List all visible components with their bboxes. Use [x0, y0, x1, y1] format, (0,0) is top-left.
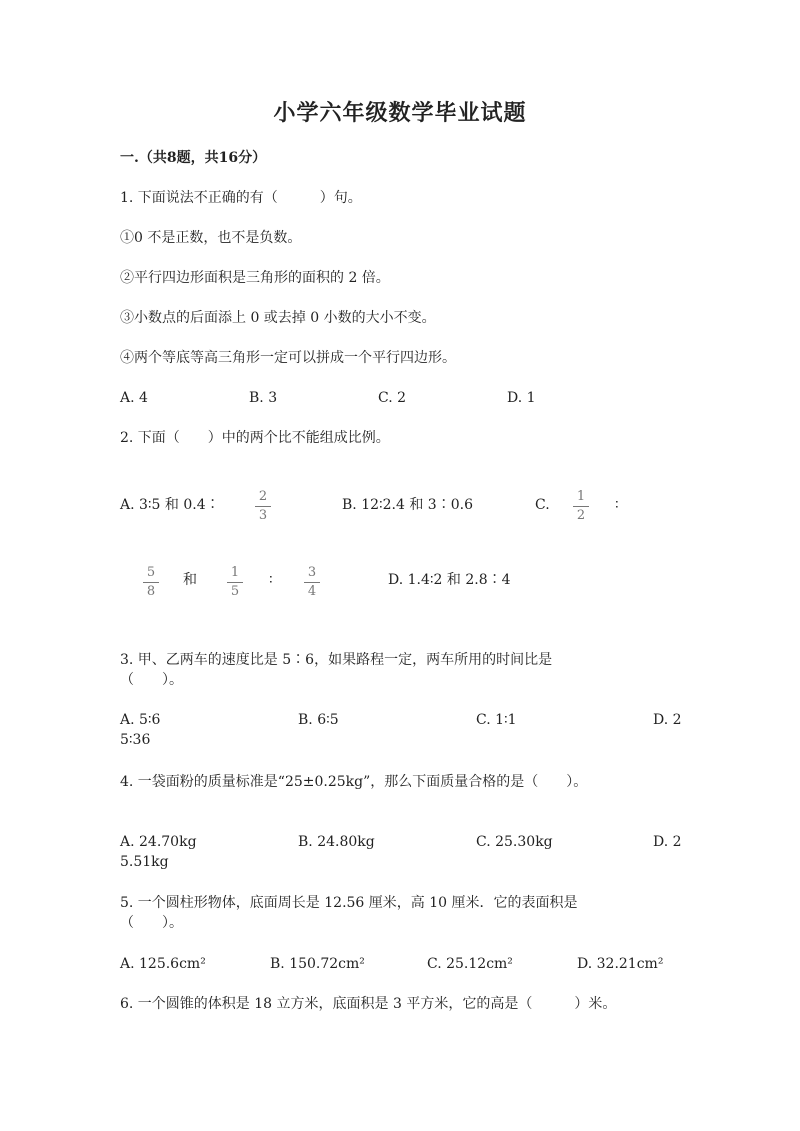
q2-option-a-fraction	[253, 489, 273, 524]
section-heading: 一.（共8题，共16分）	[120, 150, 267, 166]
fraction-denominator: 3	[258, 508, 268, 523]
fraction-denominator: 8	[146, 584, 156, 599]
q4-option-a[interactable]: A. 24.70kg	[120, 834, 197, 850]
fraction-bar	[255, 506, 271, 507]
q2-option-c-fraction-3	[225, 565, 245, 600]
q1-option-b[interactable]: B. 3	[249, 390, 278, 406]
q2-option-c-label[interactable]: C.	[535, 497, 550, 513]
q1-option-a[interactable]: A. 4	[120, 390, 148, 406]
q3-option-d-wrap: 5∶36	[120, 732, 151, 748]
fraction-numerator: 5	[146, 565, 156, 580]
q4-option-d[interactable]: D. 2	[653, 834, 682, 850]
q4-option-c[interactable]: C. 25.30kg	[476, 834, 553, 850]
fraction-numerator: 2	[258, 489, 268, 504]
q2-option-c-fraction-1	[571, 489, 591, 524]
q2-option-c-colon-2: ∶	[269, 572, 273, 588]
q5-option-b[interactable]: B. 150.72cm²	[270, 956, 365, 972]
q2-option-d[interactable]: D. 1.4∶2 和 2.8∶4	[388, 572, 511, 588]
fraction-bar	[227, 582, 243, 583]
q1-statement-4: ④两个等底等高三角形一定可以拼成一个平行四边形。	[120, 350, 456, 366]
q1-stem: 1. 下面说法不正确的有（ ）句。	[120, 190, 362, 206]
q3-stem-line-1: 3. 甲、乙两车的速度比是 5∶6，如果路程一定，两车所用的时间比是	[120, 652, 553, 668]
q2-option-c-and: 和	[183, 572, 197, 588]
q3-stem-line-2: （ ）。	[120, 672, 183, 688]
q5-option-c[interactable]: C. 25.12cm²	[427, 956, 513, 972]
q2-option-a[interactable]: A. 3∶5 和 0.4∶	[120, 497, 220, 513]
q2-option-c-fraction-4	[302, 565, 322, 600]
page-title: 小学六年级数学毕业试题	[273, 100, 527, 126]
q2-stem: 2. 下面（ ）中的两个比不能组成比例。	[120, 430, 390, 446]
q1-statement-3: ③小数点的后面添上 0 或去掉 0 小数的大小不变。	[120, 310, 436, 326]
fraction-numerator: 1	[576, 489, 586, 504]
fraction-bar	[304, 582, 320, 583]
q1-option-c[interactable]: C. 2	[378, 390, 407, 406]
q3-option-c[interactable]: C. 1∶1	[476, 712, 517, 728]
q2-option-b[interactable]: B. 12∶2.4 和 3∶0.6	[342, 497, 473, 513]
q1-option-d[interactable]: D. 1	[507, 390, 536, 406]
q5-stem-line-2: （ ）。	[120, 915, 183, 931]
q2-option-c-fraction-2	[141, 565, 161, 600]
q4-stem: 4. 一袋面粉的质量标准是“25±0.25kg”，那么下面质量合格的是（ ）。	[120, 774, 588, 790]
q6-stem: 6. 一个圆锥的体积是 18 立方米，底面积是 3 平方米，它的高是（ ）米。	[120, 996, 617, 1012]
fraction-denominator: 2	[576, 508, 586, 523]
fraction-numerator: 1	[230, 565, 240, 580]
q1-statement-1: ①0 不是正数，也不是负数。	[120, 230, 302, 246]
q5-option-d[interactable]: D. 32.21cm²	[577, 956, 664, 972]
fraction-bar	[143, 582, 159, 583]
q2-option-c-colon-1: ∶	[615, 497, 619, 513]
fraction-numerator: 3	[307, 565, 317, 580]
q3-option-b[interactable]: B. 6∶5	[298, 712, 339, 728]
q4-option-d-wrap: 5.51kg	[120, 854, 169, 870]
q4-option-b[interactable]: B. 24.80kg	[298, 834, 375, 850]
q3-option-a[interactable]: A. 5∶6	[120, 712, 161, 728]
q5-option-a[interactable]: A. 125.6cm²	[120, 956, 206, 972]
q1-statement-2: ②平行四边形面积是三角形的面积的 2 倍。	[120, 270, 390, 286]
q3-option-d[interactable]: D. 2	[653, 712, 682, 728]
q5-stem-line-1: 5. 一个圆柱形物体，底面周长是 12.56 厘米，高 10 厘米．它的表面积是	[120, 895, 578, 911]
fraction-denominator: 5	[230, 584, 240, 599]
fraction-bar	[573, 506, 589, 507]
fraction-denominator: 4	[307, 584, 317, 599]
